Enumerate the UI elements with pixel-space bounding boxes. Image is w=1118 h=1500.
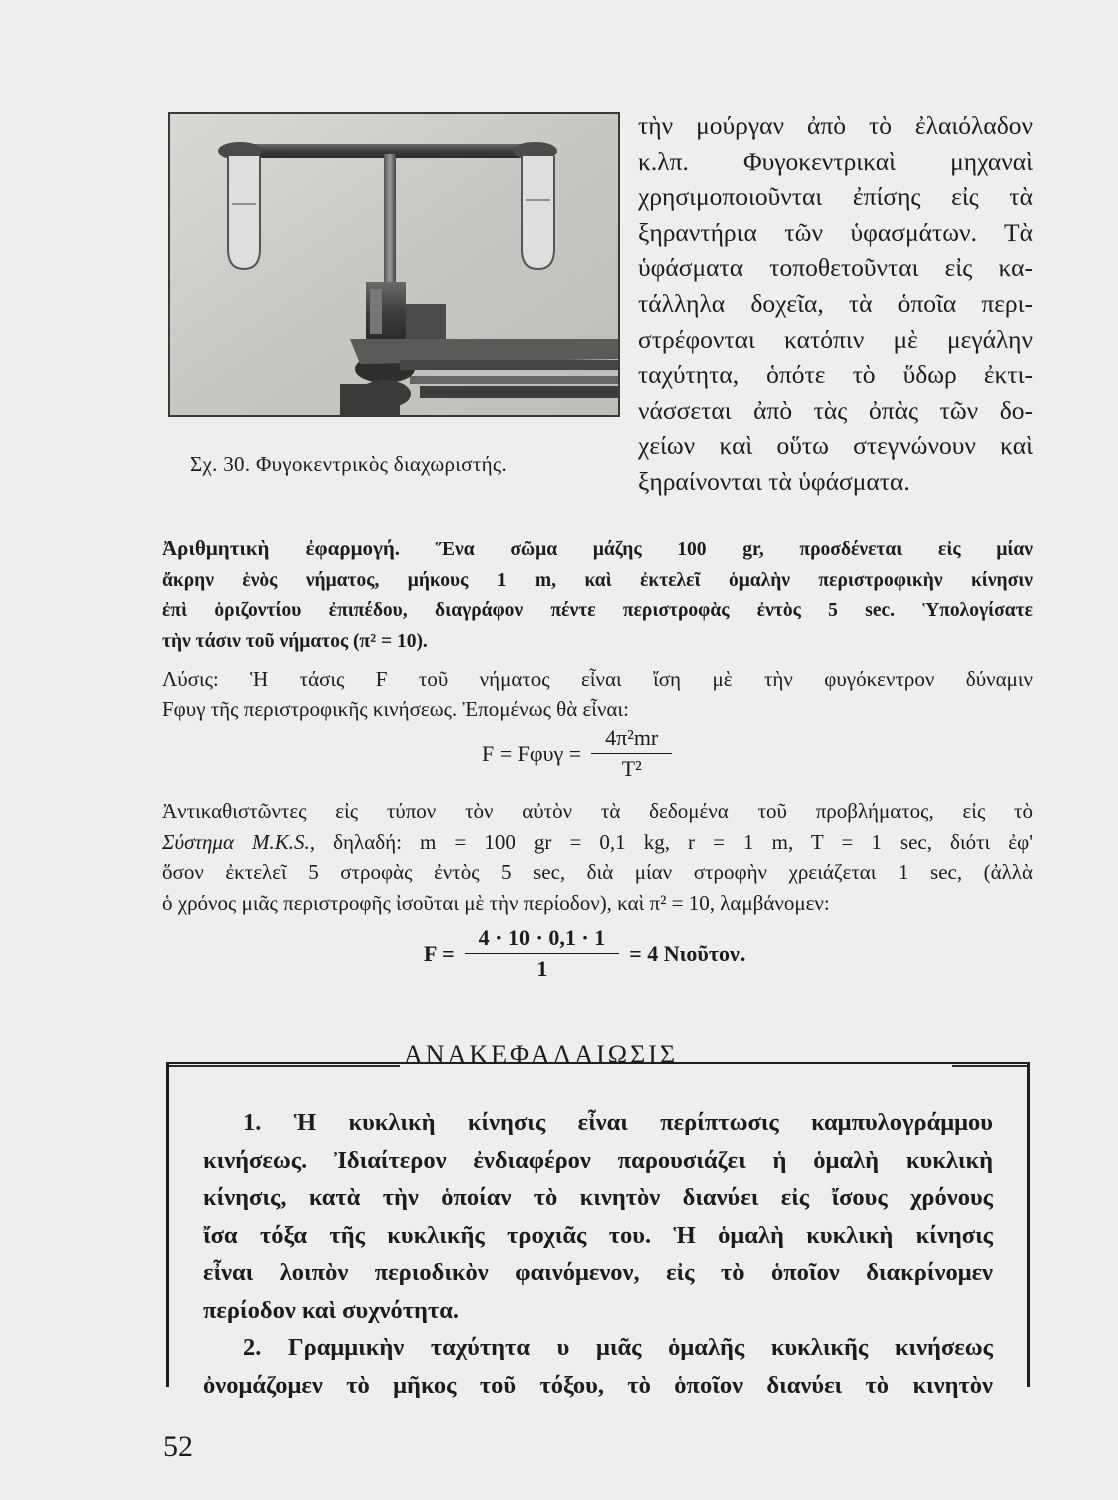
summary-line: 2. Γραμμικὴν ταχύτητα υ μιᾶς ὁμαλῆς κυκλικῆς κινήσεως — [243, 1334, 993, 1361]
text-line: ξηραντήρια τῶν ὑφασμάτων. Τὰ — [638, 217, 1033, 247]
solution-paragraph — [162, 664, 1033, 724]
example-line: ἄκρην ἑνὸς νήματος, μήκους 1 m, καὶ ἐκτελεῖ ὁμαλὴν περιστροφικὴν κίνησιν — [162, 569, 1033, 591]
formula-lhs: F = — [424, 940, 455, 966]
text-line: στρέφονται κατόπιν μὲ μεγάλην — [638, 324, 1033, 354]
text-line: ὁ χρόνος μιᾶς περιστροφῆς ἰσοῦται μὲ τὴν περίοδον), καὶ π² = 10, λαμβάνομεν: — [162, 890, 830, 915]
formula-denominator: 1 — [536, 956, 548, 981]
text-line: τάλληλα δοχεῖα, τὰ ὁποῖα περι- — [638, 288, 1033, 318]
summary-text — [203, 1104, 993, 1404]
substitution-paragraph — [162, 796, 1033, 918]
solution-line: Λύσις: Ἡ τάσις F τοῦ νήματος εἶναι ἴση μὲ τὴν φυγόκεντρον δύναμιν — [162, 667, 1033, 691]
summary-line: ἴσα τόξα τῆς κυκλικῆς τροχιᾶς του. Ἡ ὁμαλὴ κυκλικὴ κίνησις — [203, 1221, 993, 1249]
summary-line: 1. Ἡ κυκλικὴ κίνησις εἶναι περίπτωσις καμπυλογράμμου — [243, 1109, 993, 1136]
summary-line: περίοδον καὶ συχνότητα. — [203, 1296, 460, 1324]
formula-fraction — [591, 725, 672, 782]
formula-lhs: F = Fφυγ = — [482, 740, 582, 766]
example-lead: Ἀριθμητικὴ ἐφαρμογή. — [162, 536, 401, 560]
formula-denominator: T² — [621, 756, 642, 781]
text-line: Ἀντικαθιστῶντες εἰς τύπον τὸν αὐτὸν τὰ δεδομένα τοῦ προβλήματος, εἰς τὸ — [162, 799, 1033, 823]
summary-line: ὀνομάζομεν τὸ μῆκος τοῦ τόξου, τὸ ὁποῖον διανύει τὸ κινητὸν — [203, 1371, 993, 1399]
centrifuge-figure — [168, 112, 620, 417]
formula-result — [424, 925, 745, 982]
summary-line: εἶναι λοιπὸν περιοδικὸν φαινόμενον, εἰς τὸ ὁποῖον διακρίνομεν — [203, 1259, 993, 1286]
formula-centripetal — [482, 725, 672, 782]
centrifuge-photo-icon — [170, 114, 618, 415]
summary-line: κίνησις, κατὰ τὴν ὁποίαν τὸ κινητὸν διανύει εἰς ἴσους χρόνους — [203, 1184, 993, 1211]
example-first-line — [162, 533, 1033, 566]
formula-fraction — [465, 925, 620, 982]
summary-title: ΑΝΑΚΕΦΑΛΑΙΩΣΙΣ — [404, 1040, 679, 1069]
text-line: νάσσεται ἀπὸ τὰς ὀπὰς τῶν δο- — [638, 395, 1033, 425]
text-line: χρησιμοποιοῦνται ἐπίσης εἰς τὰ — [638, 182, 1033, 212]
example-line: τὴν τάσιν τοῦ νήματος (π² = 10). — [162, 630, 428, 652]
system-mks: Σύστημα M.K.S., — [162, 829, 316, 854]
text-line: ξηραίνονται τὰ ὑφάσματα. — [638, 466, 910, 496]
numeric-example — [162, 533, 1033, 657]
text-line: ταχύτητα, ὁπότε τὸ ὕδωρ ἐκτι- — [638, 360, 1033, 390]
summary-line: κινήσεως. Ἰδιαίτερον ἐνδιαφέρον παρουσιάζει ἡ ὁμαλὴ κυκλικὴ — [203, 1146, 993, 1174]
formula-rhs: = 4 Νιοῦτον. — [629, 940, 746, 966]
text-line: ὑφάσματα τοποθετοῦνται εἰς κα- — [638, 253, 1033, 283]
text-line: τὴν μούργαν ἀπὸ τὸ ἐλαιόλαδον — [638, 111, 1033, 140]
side-paragraph — [638, 108, 1033, 500]
example-line: Ἕνα σῶμα μάζης 100 gr, προσδένεται εἰς μίαν — [435, 539, 1034, 560]
text-line: κ.λπ. Φυγοκεντρικαὶ μηχαναὶ — [638, 146, 1033, 176]
text-line — [162, 827, 1033, 858]
text-fragment: δηλαδή: m = 100 gr = 0,1 kg, r = 1 m, T = 1 sec, διότι ἐφ' — [315, 829, 1033, 854]
solution-line: Fφυγ τῆς περιστροφικῆς κινήσεως. Ἐπομένως θὰ εἶναι: — [162, 697, 629, 721]
example-line: ἐπὶ ὁριζοντίου ἐπιπέδου, διαγράφον πέντε περιστροφὰς ἐντὸς 5 sec. Ὑπολογίσατε — [162, 600, 1033, 621]
formula-numerator: 4π²mr — [591, 725, 672, 754]
text-line: ὅσον ἐκτελεῖ 5 στροφὰς ἐντὸς 5 sec, διὰ μίαν στροφὴν χρειάζεται 1 sec, (ἀλλὰ — [162, 860, 1033, 884]
formula-numerator: 4 · 10 · 0,1 · 1 — [465, 925, 620, 954]
page-number: 52 — [163, 1430, 193, 1463]
text-line: χείων καὶ οὕτω στεγνώνουν καὶ — [638, 431, 1033, 461]
figure-caption: Σχ. 30. Φυγοκεντρικὸς διαχωριστής. — [190, 452, 508, 476]
